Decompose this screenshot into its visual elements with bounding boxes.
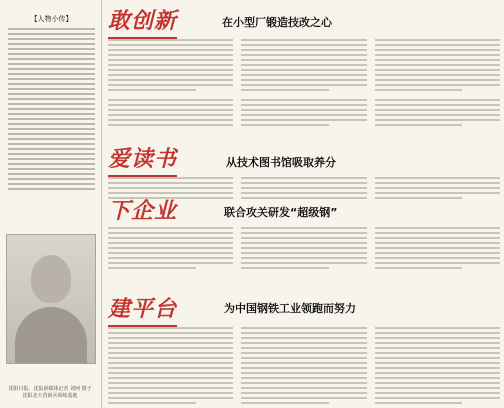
sidebar-column <box>0 0 102 408</box>
section-reading <box>102 96 504 194</box>
section-tag: 爱读书 <box>108 142 177 173</box>
text-columns <box>108 324 500 407</box>
section-tag: 建平台 <box>108 292 177 323</box>
section-headline: 从技术图书馆吸取养分 <box>226 156 336 169</box>
section-tag: 下企业 <box>108 194 177 225</box>
text-columns <box>108 36 500 94</box>
sidebar-title: 【人物小传】 <box>30 15 73 23</box>
text-columns-top <box>108 96 500 129</box>
section-headline: 在小型厂锻造技改之心 <box>222 16 332 29</box>
photo-caption: 沈阳日报、沈报新媒体记者 刘珂 摄于沈阳北大营新兵训练基地 <box>8 386 92 399</box>
article-main <box>102 0 504 408</box>
section-enterprise <box>102 194 504 284</box>
section-platform <box>102 284 504 408</box>
section-innovation <box>102 2 504 96</box>
sidebar-text-lines <box>8 28 95 190</box>
section-headline: 为中国钢铁工业领跑而努力 <box>224 302 356 315</box>
portrait-photo <box>6 234 96 364</box>
section-headline: 联合攻关研发“超级钢” <box>224 206 338 219</box>
text-columns <box>108 224 500 272</box>
section-tag: 敢创新 <box>108 4 177 35</box>
